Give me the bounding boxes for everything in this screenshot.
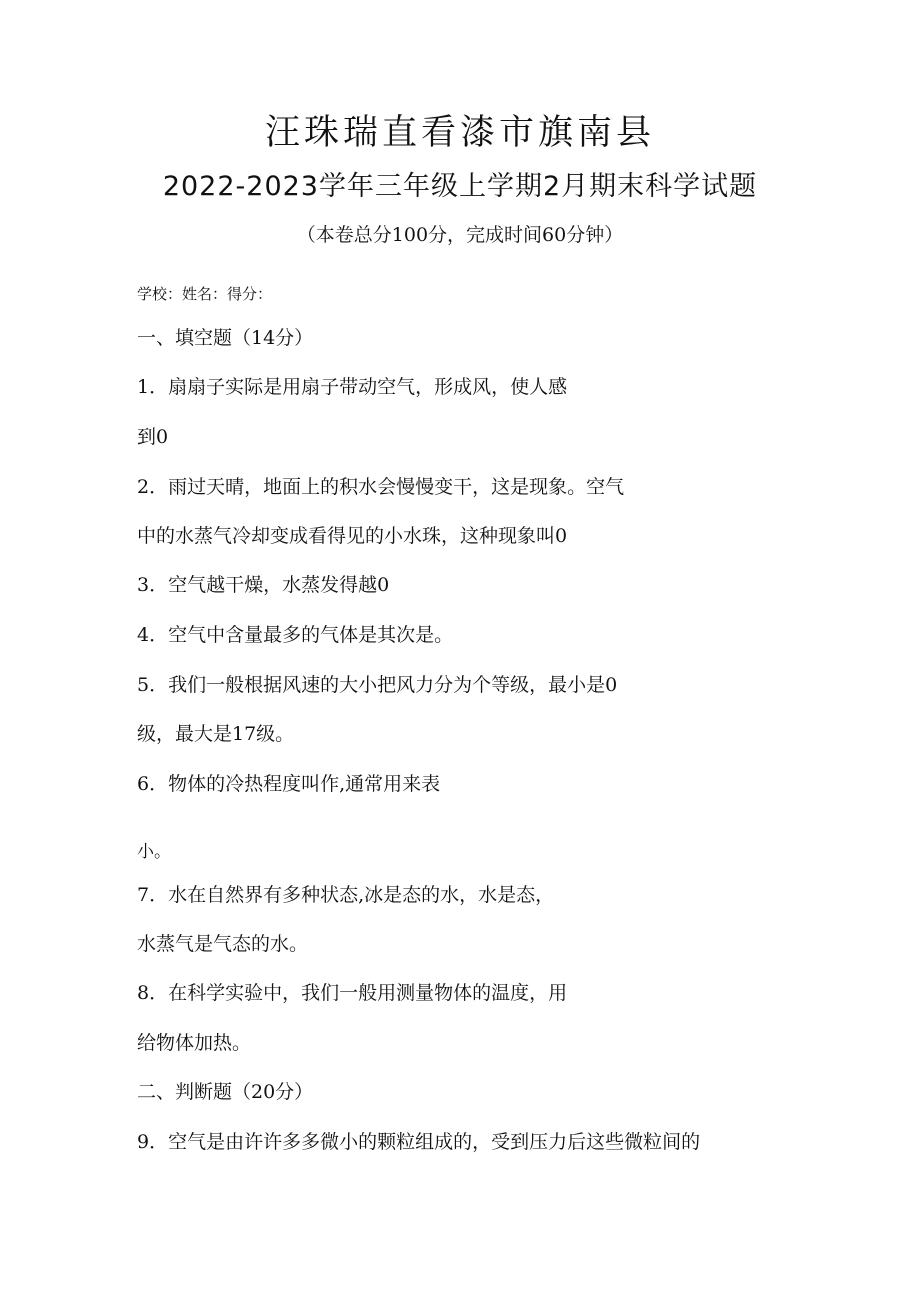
- question-line: 4．空气中含量最多的气体是其次是。: [137, 624, 454, 646]
- student-info: 学校：姓名：得分：: [137, 285, 273, 303]
- question-line: 给物体加热。: [137, 1032, 252, 1054]
- section-heading-true-false: 二、判断题（20分）: [137, 1081, 314, 1103]
- question-line: 7．水在自然界有多种状态,冰是态的水，水是态，: [137, 884, 555, 906]
- section-heading-fill-in: 一、填空题（14分）: [137, 327, 314, 349]
- question-line: 5．我们一般根据风速的大小把风力分为个等级，最小是0: [137, 674, 618, 696]
- question-line: 2．雨过天晴，地面上的积水会慢慢变干，这是现象。空气: [137, 476, 625, 498]
- exam-note: （本卷总分100分，完成时间60分钟）: [296, 224, 624, 246]
- question-line: 中的水蒸气冷却变成看得见的小水珠，这种现象叫0: [137, 525, 568, 547]
- question-line: 小。: [137, 842, 171, 862]
- question-line: 6．物体的冷热程度叫作,通常用来表: [137, 773, 441, 795]
- question-line: 8．在科学实验中，我们一般用测量物体的温度，用: [137, 982, 568, 1004]
- question-line: 1．扇扇子实际是用扇子带动空气，形成风，使人感: [137, 376, 568, 398]
- question-line: 3．空气越干燥，水蒸发得越0: [137, 574, 390, 596]
- question-line: 9．空气是由许许多多微小的颗粒组成的，受到压力后这些微粒间的: [137, 1131, 701, 1153]
- question-line: 水蒸气是气态的水。: [137, 933, 309, 955]
- question-line: 级，最大是17级。: [137, 723, 295, 745]
- exam-region-title: 汪珠瑞直看漆市旗南县: [264, 113, 655, 153]
- exam-title: 2022-2023学年三年级上学期2月期末科学试题: [162, 171, 758, 202]
- question-line: 到0: [137, 426, 169, 448]
